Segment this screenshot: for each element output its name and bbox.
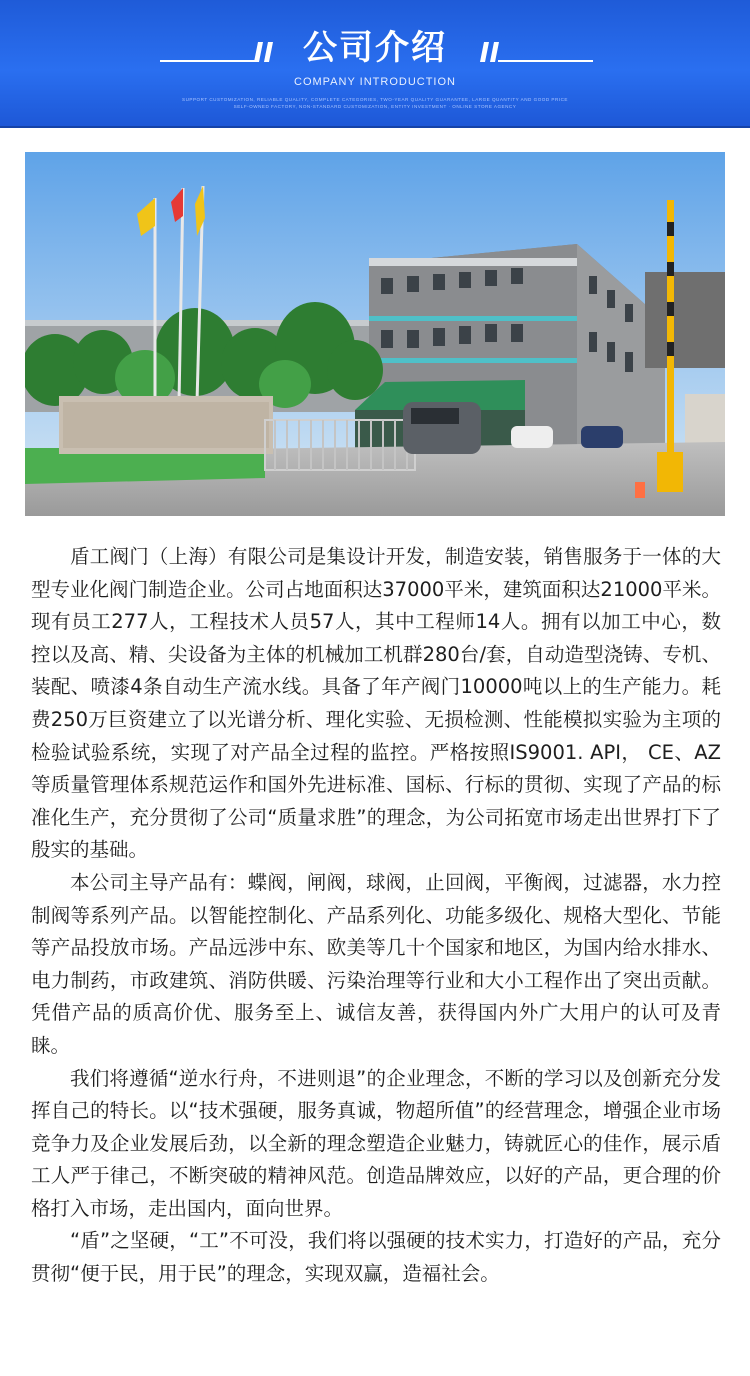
tagline-line-2: SELF-OWNED FACTORY, NON-STANDARD CUSTOMIZATION, ENTITY INVESTMENT · ONLINE STORE AGENCY <box>233 104 517 109</box>
page-subtitle: COMPANY INTRODUCTION <box>294 76 456 88</box>
header-banner <box>0 0 750 128</box>
page-title: 公司介绍 <box>303 28 447 68</box>
right-decor-line <box>498 60 593 62</box>
paragraph-3: 我们将遵循“逆水行舟，不进则退”的企业理念，不断的学习以及创新充分发挥自己的特长。以“技术强硬，服务真诚，物超所值”的经营理念，增强企业市场竞争力及企业发展后劲，以全新的理念塑造企业魅力，铸就匠心的佳作，展示盾工人严于律己，不断突破的精神风范。创造品牌效应，以好的产品，更合理的价格打入市场，走出国内，面向世界。 <box>31 1066 721 1220</box>
introduction-text <box>31 541 721 1291</box>
company-building-photo <box>25 152 725 516</box>
right-slash-icon <box>476 42 502 62</box>
tagline-line-1: SUPPORT CUSTOMIZATION, RELIABLE QUALITY, COMPLETE CATEGORIES, TWO-YEAR QUALITY GUARANTEE, LARGE QUANTITY AND GOOD PRICE <box>182 97 568 102</box>
paragraph-4: “盾”之坚硬，“工”不可没，我们将以强硬的技术实力，打造好的产品，充分贯彻“便于民，用于民”的理念，实现双赢，造福社会。 <box>31 1229 721 1286</box>
banner-bottom-edge <box>0 126 750 128</box>
paragraph-1: 盾工阀门（上海）有限公司是集设计开发，制造安装，销售服务于一体的大型专业化阀门制造企业。公司占地面积达37000平米，建筑面积达21000平米。现有员工277人，工程技术人员57人，其中工程师14人。拥有以加工中心，数控以及高、精、尖设备为主体的机械加工机群280台/套，自动造型浇铸、专机、装配、喷漆4条自动生产流水线。具备了年产阀门10000吨以上的生产能力。耗费250万巨资建立了以光谱分析、理化实验、无损检测、性能模拟实验为主项的检验试验系统，实现了对产品全过程的监控。严格按照IS9001. API， CE、AZ等质量管理体系规范运作和国外先进标准、国标、行标的贯彻、实现了产品的标准化生产，充分贯彻了公司“质量求胜”的理念，为公司拓宽市场走出世界打下了殷实的基础。 <box>31 545 721 862</box>
paragraph-2: 本公司主导产品有：蝶阀，闸阀，球阀，止回阀，平衡阀，过滤器，水力控制阀等系列产品。以智能控制化、产品系列化、功能多级化、规格大型化、节能等产品投放市场。产品远涉中东、欧美等几十个国家和地区，为国内给水排水、电力制药，市政建筑、消防供暖、污染治理等行业和大小工程作出了突出贡献。凭借产品的质高价优、服务至上、诚信友善，获得国内外广大用户的认可及青睐。 <box>31 870 721 1057</box>
